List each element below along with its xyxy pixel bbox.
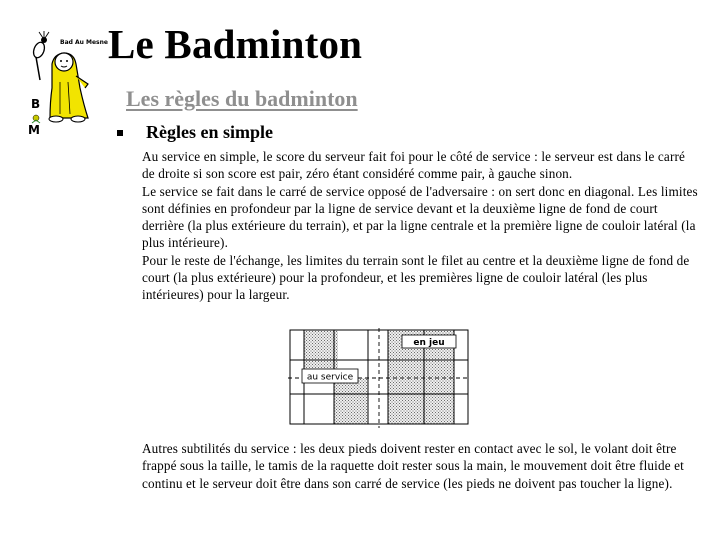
receiver-label: en jeu bbox=[413, 338, 445, 348]
shuttlecock-icon bbox=[39, 31, 49, 43]
court-diagram bbox=[288, 328, 470, 428]
club-logo bbox=[22, 26, 112, 138]
section-heading: Règles en simple bbox=[146, 122, 273, 142]
server-label: au service bbox=[306, 372, 354, 383]
monk-mascot-icon bbox=[49, 53, 88, 122]
svg-text:M: M bbox=[28, 123, 40, 137]
bullet-square-icon bbox=[117, 130, 123, 136]
server-zone bbox=[334, 378, 368, 424]
rule-text-score: Au service en simple, le score du serveur fait foi pour le côté de service : le serveur est dans le carré de droite si son score est pair, zéro étant considéré comme pair, à gauche sinon. bbox=[142, 149, 686, 182]
flower-icon bbox=[32, 115, 40, 123]
service-details-paragraph: Autres subtilités du service : les deux pieds doivent rester en contact avec le sol, le volant doit être frappé sous la taille, le tamis de la raquette doit rester sous la main, le mouvement doit être fluide et continu et le serveur doit être dans son carré de service (les pieds ne doivent pas toucher la ligne). bbox=[142, 441, 684, 491]
page-title: Le Badminton bbox=[108, 21, 363, 67]
rule-text-rally: Pour le reste de l'échange, les limites du terrain sont le filet au centre et la deuxième ligne de fond de court (la plus extérieure) pour la profondeur, et les premières ligne de couloir latéral (les plus intérieures) pour la largeur. bbox=[142, 252, 690, 303]
rules-paragraph bbox=[142, 148, 700, 304]
svg-text:Bad Au Mesne: Bad Au Mesne bbox=[60, 39, 108, 46]
page-subtitle: Les règles du badminton bbox=[126, 86, 358, 111]
rule-text-diagonal: Le service se fait dans le carré de service opposé de l'adversaire : on sert donc en diagonal. Les limites sont définies en profondeur par la ligne de service devant et la deuxième ligne de fond de court derrière (la plus extérieure du terrain), et par la ligne centrale et la première ligne de couloir latéral (la plus intérieure). bbox=[142, 183, 698, 251]
racket-icon bbox=[32, 41, 47, 80]
svg-text:B: B bbox=[31, 97, 41, 111]
receiver-zone bbox=[388, 378, 454, 424]
